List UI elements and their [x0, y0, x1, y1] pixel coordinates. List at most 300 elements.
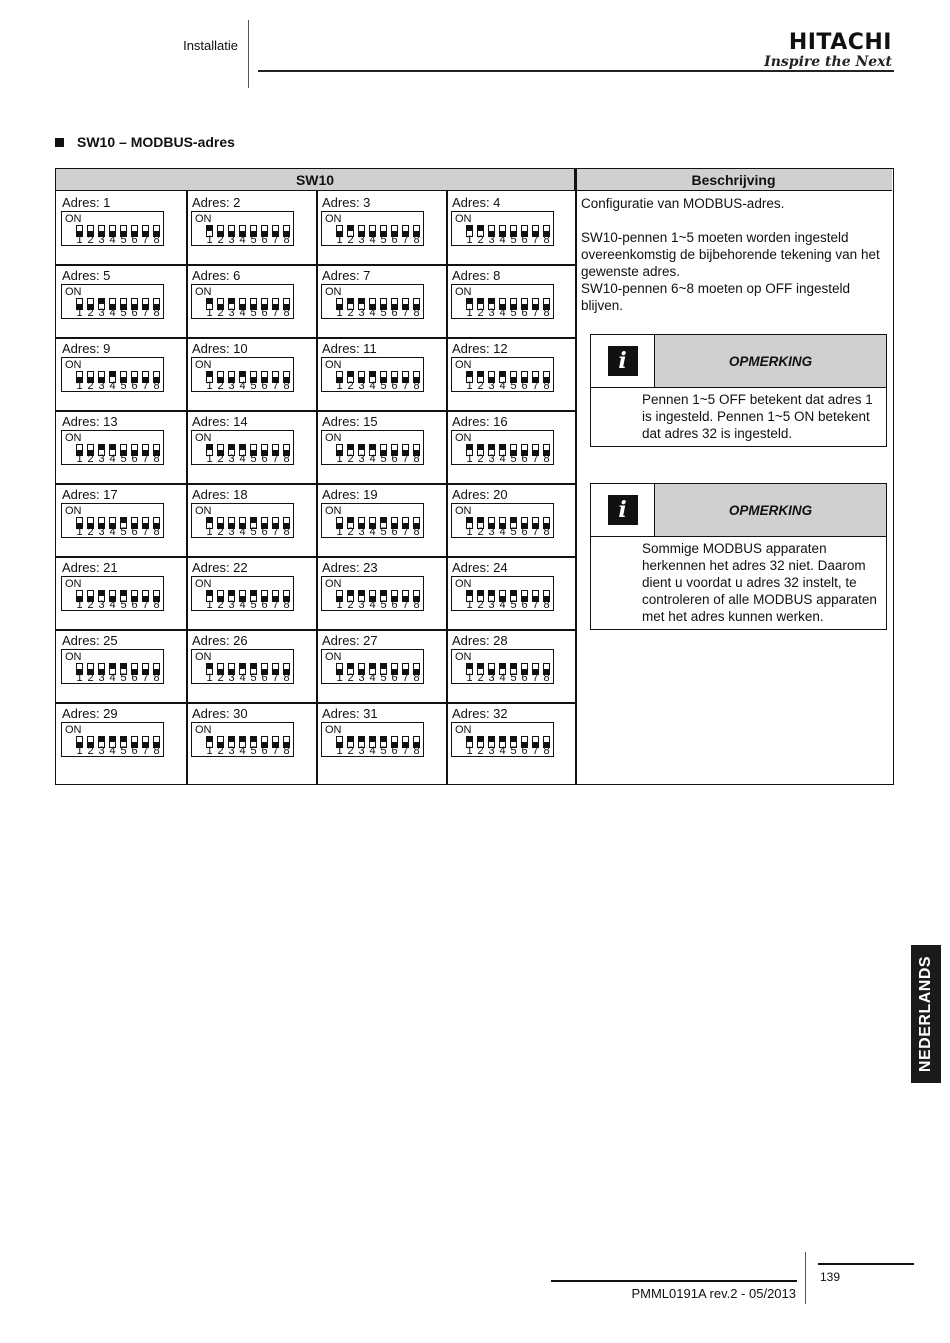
dip-pin-number: 4: [369, 599, 376, 611]
dip-pin-numbers: [464, 672, 552, 684]
address-label: Adres: 13: [62, 414, 118, 429]
dip-on-label: ON: [325, 505, 342, 517]
dip-pin-number: 6: [391, 672, 398, 684]
table-column-line: [316, 191, 318, 784]
dip-pin-knob: [99, 591, 104, 596]
dip-pin-number: 4: [239, 526, 246, 538]
address-label: Adres: 3: [322, 195, 371, 210]
dip-pin-knob: [348, 518, 353, 523]
dip-pin-number: 2: [477, 526, 484, 538]
address-cell: [446, 410, 576, 482]
dip-pin-number: 2: [87, 307, 94, 319]
address-label: Adres: 19: [322, 487, 378, 502]
dip-pin-number: 5: [250, 234, 257, 246]
dip-pin-number: 3: [228, 453, 235, 465]
dip-pin-numbers: [204, 599, 292, 611]
dip-pin-number: 1: [206, 380, 213, 392]
dip-pin-number: 7: [272, 234, 279, 246]
dip-pin-knob: [381, 518, 386, 523]
address-label: Adres: 7: [322, 268, 371, 283]
dip-pin-number: 7: [532, 599, 539, 611]
dip-pin-number: 8: [283, 380, 290, 392]
address-cell: [186, 410, 316, 482]
document-code: PMML0191A rev.2 - 05/2013: [631, 1286, 796, 1301]
dip-pin-number: 3: [358, 672, 365, 684]
dip-pin-number: 2: [477, 599, 484, 611]
dip-on-label: ON: [455, 578, 472, 590]
dip-pin-numbers: [334, 234, 422, 246]
dip-pin-number: 1: [466, 307, 473, 319]
dip-pin-number: 6: [131, 526, 138, 538]
dip-pin-number: 2: [217, 599, 224, 611]
dip-pin-numbers: [334, 380, 422, 392]
dip-pin-number: 3: [98, 672, 105, 684]
dip-pin-numbers: [334, 672, 422, 684]
address-label: Adres: 22: [192, 560, 248, 575]
dip-pin-number: 8: [413, 599, 420, 611]
dip-pin-number: 6: [391, 599, 398, 611]
address-cell: [186, 483, 316, 555]
dip-on-label: ON: [325, 432, 342, 444]
dip-pin-number: 3: [358, 234, 365, 246]
dip-pin-number: 8: [153, 234, 160, 246]
dip-switch: [191, 430, 294, 465]
dip-pin-knob: [348, 372, 353, 377]
dip-pin-number: 7: [532, 307, 539, 319]
dip-pin-number: 8: [153, 380, 160, 392]
section-header: Installatie: [183, 38, 238, 53]
dip-pin-knob: [121, 518, 126, 523]
dip-pin-numbers: [74, 526, 162, 538]
dip-pin-knob: [99, 445, 104, 450]
dip-pin-number: 4: [239, 599, 246, 611]
address-label: Adres: 26: [192, 633, 248, 648]
table-row-line: [56, 629, 576, 631]
dip-pin-knob: [511, 591, 516, 596]
dip-pin-number: 5: [510, 745, 517, 757]
dip-pin-number: 7: [142, 599, 149, 611]
dip-pin-knob: [240, 372, 245, 377]
dip-pin-number: 6: [521, 234, 528, 246]
dip-pin-number: 4: [369, 526, 376, 538]
note-text: Pennen 1~5 OFF betekent dat adres 1 is ingesteld. Pennen 1~5 ON betekent dat adres 32 is ingesteld.: [642, 392, 873, 441]
dip-on-label: ON: [195, 213, 212, 225]
dip-pin-number: 2: [87, 672, 94, 684]
address-cell: [316, 264, 446, 336]
note-title: OPMERKING: [655, 484, 886, 536]
column-header-description: Beschrijving: [575, 169, 892, 191]
info-icon: i: [591, 484, 655, 536]
dip-pin-number: 1: [336, 453, 343, 465]
address-cell: [316, 337, 446, 409]
section-title: [55, 134, 235, 150]
dip-pin-number: 6: [131, 453, 138, 465]
address-label: Adres: 27: [322, 633, 378, 648]
dip-pin-number: 1: [206, 526, 213, 538]
dip-pin-number: 7: [272, 599, 279, 611]
dip-pin-number: 6: [391, 380, 398, 392]
dip-pin-knob: [478, 226, 483, 231]
dip-switch: [321, 722, 424, 757]
dip-pin-knob: [370, 664, 375, 669]
dip-on-label: ON: [325, 651, 342, 663]
dip-switch: [321, 430, 424, 465]
dip-pin-number: 6: [131, 234, 138, 246]
address-cell: [186, 556, 316, 628]
address-cell: [316, 191, 446, 263]
dip-pin-knob: [381, 664, 386, 669]
address-cell: [56, 337, 186, 409]
dip-switch: [61, 211, 164, 246]
dip-pin-number: 6: [261, 234, 268, 246]
dip-pin-number: 8: [413, 307, 420, 319]
dip-pin-number: 2: [477, 672, 484, 684]
address-cell: [56, 629, 186, 701]
dip-pin-number: 4: [109, 453, 116, 465]
dip-pin-number: 3: [488, 380, 495, 392]
dip-switch: [61, 576, 164, 611]
dip-pin-number: 7: [272, 672, 279, 684]
dip-pin-knob: [489, 299, 494, 304]
dip-switch: [321, 357, 424, 392]
address-label: Adres: 23: [322, 560, 378, 575]
dip-pin-number: 2: [87, 380, 94, 392]
dip-pin-number: 7: [142, 526, 149, 538]
dip-pin-number: 1: [76, 453, 83, 465]
note-text: Sommige MODBUS apparaten herkennen het adres 32 niet. Daarom dient u voordat u adres 32 instelt, te controleren of alle MODBUS apparaten met het adres kunnen werken.: [642, 541, 877, 624]
dip-pin-number: 6: [521, 599, 528, 611]
address-cell: [316, 702, 446, 774]
address-label: Adres: 28: [452, 633, 508, 648]
dip-pin-number: 3: [98, 453, 105, 465]
dip-pin-knob: [467, 299, 472, 304]
dip-pin-number: 8: [153, 599, 160, 611]
dip-pin-number: 3: [98, 745, 105, 757]
dip-pin-number: 6: [521, 453, 528, 465]
dip-pin-number: 6: [261, 380, 268, 392]
dip-pin-knob: [207, 299, 212, 304]
dip-switch: [451, 211, 554, 246]
dip-pin-number: 3: [228, 526, 235, 538]
dip-pin-number: 1: [466, 526, 473, 538]
dip-pin-knob: [251, 664, 256, 669]
footer-divider: [805, 1252, 806, 1304]
dip-pin-knob: [229, 445, 234, 450]
dip-pin-number: 7: [402, 745, 409, 757]
dip-pin-knob: [489, 445, 494, 450]
dip-on-label: ON: [195, 432, 212, 444]
dip-pin-number: 7: [402, 380, 409, 392]
dip-pin-number: 7: [272, 307, 279, 319]
dip-pin-number: 4: [109, 380, 116, 392]
dip-pin-number: 4: [109, 672, 116, 684]
address-label: Adres: 10: [192, 341, 248, 356]
dip-pin-numbers: [74, 380, 162, 392]
dip-pin-numbers: [74, 307, 162, 319]
dip-pin-number: 7: [402, 672, 409, 684]
logo-tagline: Inspire the Next: [764, 54, 892, 70]
dip-pin-number: 2: [347, 672, 354, 684]
dip-on-label: ON: [195, 578, 212, 590]
address-label: Adres: 29: [62, 706, 118, 721]
dip-on-label: ON: [325, 724, 342, 736]
dip-pin-knob: [359, 445, 364, 450]
dip-pin-number: 4: [369, 234, 376, 246]
language-tab-label: NEDERLANDS: [917, 955, 934, 1073]
description-paragraph: SW10-pennen 6~8 moeten op OFF ingesteld blijven.: [581, 281, 851, 313]
dip-pin-number: 1: [206, 672, 213, 684]
dip-pin-number: 2: [87, 526, 94, 538]
dip-pin-knob: [478, 664, 483, 669]
dip-pin-number: 7: [142, 234, 149, 246]
description-text: [581, 195, 886, 314]
dip-pin-number: 7: [402, 526, 409, 538]
dip-pin-number: 7: [532, 234, 539, 246]
table-row-line: [56, 702, 576, 704]
dip-pin-number: 7: [532, 453, 539, 465]
dip-pin-numbers: [334, 745, 422, 757]
dip-pin-number: 2: [217, 380, 224, 392]
dip-switch: [191, 722, 294, 757]
dip-pin-number: 8: [283, 453, 290, 465]
dip-switch: [191, 211, 294, 246]
dip-pin-number: 5: [510, 672, 517, 684]
dip-pin-number: 5: [250, 380, 257, 392]
dip-pin-number: 6: [391, 745, 398, 757]
dip-pin-number: 8: [413, 380, 420, 392]
dip-pin-knob: [110, 372, 115, 377]
address-label: Adres: 21: [62, 560, 118, 575]
dip-pin-knob: [511, 518, 516, 523]
page-number: 139: [820, 1270, 841, 1284]
footer-rule: [818, 1263, 914, 1265]
dip-pin-number: 5: [380, 307, 387, 319]
dip-pin-numbers: [74, 745, 162, 757]
dip-pin-number: 5: [250, 745, 257, 757]
dip-pin-number: 6: [131, 307, 138, 319]
dip-pin-number: 6: [521, 380, 528, 392]
dip-pin-knob: [229, 299, 234, 304]
dip-pin-knob: [348, 664, 353, 669]
dip-pin-numbers: [74, 599, 162, 611]
dip-pin-knob: [207, 737, 212, 742]
dip-pin-numbers: [334, 453, 422, 465]
dip-pin-number: 1: [336, 307, 343, 319]
dip-pin-number: 8: [283, 234, 290, 246]
brand-logo: [764, 32, 892, 70]
address-cell: [56, 264, 186, 336]
dip-pin-number: 5: [510, 234, 517, 246]
dip-pin-number: 4: [499, 380, 506, 392]
dip-pin-number: 8: [543, 672, 550, 684]
dip-pin-number: 7: [142, 672, 149, 684]
table-row-line: [56, 483, 576, 485]
dip-pin-number: 5: [250, 672, 257, 684]
dip-switch: [61, 284, 164, 319]
header-rule: [258, 70, 894, 72]
dip-on-label: ON: [65, 286, 82, 298]
dip-pin-numbers: [74, 453, 162, 465]
address-cell: [446, 702, 576, 774]
dip-pin-number: 8: [153, 745, 160, 757]
dip-switch: [321, 576, 424, 611]
dip-pin-knob: [110, 445, 115, 450]
address-cell: [446, 556, 576, 628]
dip-pin-number: 2: [477, 234, 484, 246]
dip-pin-number: 4: [499, 234, 506, 246]
dip-pin-numbers: [74, 234, 162, 246]
dip-pin-number: 7: [402, 234, 409, 246]
dip-on-label: ON: [455, 505, 472, 517]
dip-pin-number: 6: [261, 745, 268, 757]
dip-pin-number: 5: [510, 380, 517, 392]
dip-pin-number: 3: [98, 380, 105, 392]
dip-pin-number: 7: [142, 380, 149, 392]
dip-pin-knob: [251, 591, 256, 596]
dip-pin-number: 3: [358, 380, 365, 392]
dip-on-label: ON: [325, 359, 342, 371]
address-label: Adres: 30: [192, 706, 248, 721]
dip-pin-number: 2: [347, 453, 354, 465]
dip-on-label: ON: [325, 286, 342, 298]
dip-pin-number: 5: [120, 234, 127, 246]
dip-pin-number: 4: [369, 672, 376, 684]
dip-pin-number: 3: [228, 307, 235, 319]
dip-pin-knob: [467, 664, 472, 669]
dip-switch: [321, 503, 424, 538]
dip-on-label: ON: [455, 359, 472, 371]
dip-switch: [61, 430, 164, 465]
dip-pin-number: 5: [380, 672, 387, 684]
address-label: Adres: 18: [192, 487, 248, 502]
dip-pin-number: 4: [369, 453, 376, 465]
dip-on-label: ON: [65, 213, 82, 225]
dip-pin-number: 7: [272, 453, 279, 465]
dip-switch: [191, 649, 294, 684]
dip-on-label: ON: [65, 724, 82, 736]
dip-switch: [61, 503, 164, 538]
dip-pin-number: 7: [532, 380, 539, 392]
dip-pin-knob: [348, 737, 353, 742]
dip-on-label: ON: [325, 213, 342, 225]
dip-pin-number: 7: [532, 745, 539, 757]
dip-pin-number: 4: [109, 599, 116, 611]
dip-pin-number: 6: [521, 745, 528, 757]
dip-pin-number: 1: [206, 745, 213, 757]
dip-pin-number: 8: [543, 453, 550, 465]
dip-pin-knob: [348, 299, 353, 304]
dip-switch: [451, 576, 554, 611]
dip-pin-number: 5: [250, 526, 257, 538]
address-cell: [186, 264, 316, 336]
dip-switch: [191, 357, 294, 392]
dip-pin-number: 2: [347, 234, 354, 246]
dip-pin-number: 3: [488, 672, 495, 684]
address-label: Adres: 31: [322, 706, 378, 721]
dip-pin-number: 6: [521, 672, 528, 684]
dip-pin-number: 5: [510, 307, 517, 319]
dip-pin-number: 4: [239, 380, 246, 392]
address-cell: [446, 264, 576, 336]
dip-pin-number: 7: [272, 380, 279, 392]
dip-pin-knob: [251, 518, 256, 523]
address-cell: [186, 629, 316, 701]
dip-pin-number: 8: [283, 599, 290, 611]
dip-pin-number: 2: [87, 599, 94, 611]
dip-pin-knob: [478, 445, 483, 450]
dip-on-label: ON: [195, 359, 212, 371]
dip-pin-number: 6: [391, 453, 398, 465]
dip-pin-number: 1: [336, 745, 343, 757]
dip-pin-number: 2: [477, 380, 484, 392]
note-title: OPMERKING: [655, 335, 886, 387]
dip-pin-numbers: [74, 672, 162, 684]
address-cell: [56, 556, 186, 628]
dip-pin-number: 6: [261, 672, 268, 684]
dip-pin-number: 7: [142, 745, 149, 757]
dip-pin-knob: [478, 737, 483, 742]
address-cell: [56, 702, 186, 774]
dip-pin-number: 2: [217, 453, 224, 465]
address-cell: [186, 191, 316, 263]
table-row-line: [56, 556, 576, 558]
dip-pin-number: 1: [336, 380, 343, 392]
dip-pin-numbers: [204, 307, 292, 319]
dip-pin-number: 3: [228, 672, 235, 684]
dip-pin-number: 2: [347, 307, 354, 319]
dip-pin-number: 8: [153, 526, 160, 538]
dip-pin-number: 5: [120, 453, 127, 465]
dip-on-label: ON: [65, 432, 82, 444]
address-label: Adres: 9: [62, 341, 111, 356]
address-cell: [186, 702, 316, 774]
dip-pin-number: 2: [217, 745, 224, 757]
dip-pin-knob: [207, 445, 212, 450]
dip-pin-number: 8: [413, 234, 420, 246]
dip-pin-number: 2: [347, 745, 354, 757]
dip-pin-numbers: [334, 526, 422, 538]
dip-on-label: ON: [195, 505, 212, 517]
address-cell: [446, 629, 576, 701]
dip-pin-number: 4: [499, 672, 506, 684]
address-cell: [56, 191, 186, 263]
dip-pin-number: 5: [250, 599, 257, 611]
dip-pin-number: 2: [347, 526, 354, 538]
table-column-line: [575, 169, 577, 784]
dip-pin-number: 3: [228, 745, 235, 757]
address-label: Adres: 12: [452, 341, 508, 356]
dip-pin-knob: [251, 737, 256, 742]
dip-pin-knob: [489, 737, 494, 742]
dip-pin-number: 4: [369, 307, 376, 319]
address-cell: [446, 483, 576, 555]
address-cell: [56, 410, 186, 482]
dip-pin-number: 6: [521, 307, 528, 319]
address-label: Adres: 1: [62, 195, 111, 210]
dip-pin-knob: [229, 591, 234, 596]
dip-switch: [451, 722, 554, 757]
dip-pin-knob: [381, 591, 386, 596]
dip-pin-number: 1: [336, 599, 343, 611]
dip-on-label: ON: [325, 578, 342, 590]
dip-pin-knob: [229, 737, 234, 742]
address-label: Adres: 11: [322, 341, 377, 356]
dip-pin-number: 1: [466, 234, 473, 246]
dip-pin-number: 7: [142, 453, 149, 465]
dip-on-label: ON: [65, 359, 82, 371]
dip-pin-numbers: [204, 672, 292, 684]
dip-pin-knob: [500, 445, 505, 450]
